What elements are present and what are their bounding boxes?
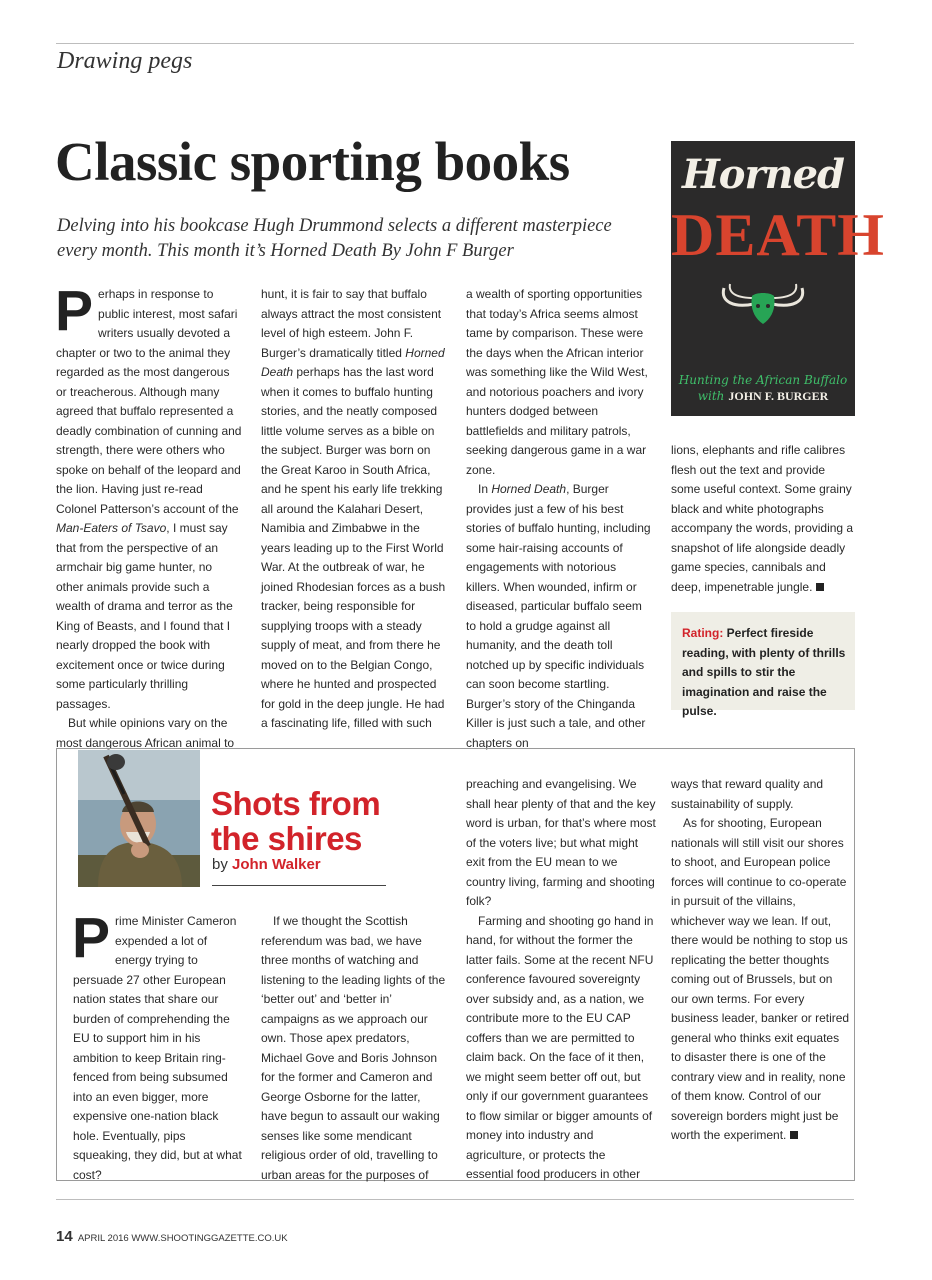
article-column-4: lions, elephants and rifle calibres flesh out the text and provide some useful context. Some grainy black and white photographs accompany the words, providing a snapshot of life alongside deadly game species, cannibals and deep, impenetrable jungle.	[671, 443, 854, 594]
article-headline: Classic sporting books	[55, 131, 570, 192]
column-author: John Walker	[232, 856, 321, 873]
byline-rule	[212, 885, 386, 886]
author-photo	[78, 750, 200, 887]
end-mark-icon	[816, 583, 824, 591]
article-standfirst: Delving into his bookcase Hugh Drummond selects a different masterpiece every month. This month it’s Horned Death By John F Burger	[57, 216, 612, 261]
section-title: Drawing pegs	[57, 48, 193, 74]
column-text-4: ways that reward quality and sustainability of supply. As for shooting, European nationals will still visit our shores to shoot, and European police forces will continue to co-operate in pursuit of the villains, whichever way we lean. If out, there would be nothing to stop us replicating the better thoughts coming out of Brussels, but on our own terms. For every business leader, banker or retired general who thinks exit equates to disaster there is one of the contrary view and in reality, none of them know. Control of our sovereign borders might just be worth the experiment.	[671, 777, 850, 1142]
page-footer: 14 APRIL 2016 WWW.SHOOTINGGAZETTE.CO.UK	[56, 1228, 288, 1245]
article-column-3: a wealth of sporting opportunities that today’s Africa seems almost tame by comparison. These were the days when the African interior was something like the Wild West, and notorious poachers and ivory hunters dodged between battlefields and military patrols, seeking dangerous game in a war zone. In Horned Death, Burger provides just a few of his best stories of buffalo hunting, including some hair-raising accounts of engagements with notorious killers. When wounded, infirm or diseased, particular buffalo seem to hold a grudge against all humanity, and the death toll notched up by specific individuals can soon become startling. Burger’s story of the Chinganda Killer is just such a tale, and other chapters on	[466, 285, 652, 753]
article-paragraph-3: In Horned Death, Burger provides just a few of his best stories of buffalo hunting, including some hair-raising accounts of engagements with notorious killers. When wounded, infirm or diseased, particular buffalo seem to hold a grudge against all humanity, and the death toll notched up by specific individuals can soon become startling. Burger’s story of the Chinganda Killer is just such a tale, and other chapters on	[466, 482, 651, 750]
cover-title-death: DEATH	[671, 202, 885, 268]
rating-text: Perfect fireside reading, with plenty of thrills and spills to stir the imagination and raise the pulse.	[682, 626, 846, 718]
column-text-1: Prime Minister Cameron expended a lot of energy trying to persuade 27 other European nation states that share our burden of comprehending the EU to support him in his ambition to keep Britain ring-fenced from being subsumed into an even bigger, more expensive one-nation black hole. Eventually, pips squeaking, they did, but at what cost?	[72, 906, 242, 1182]
column-text-2: If we thought the Scottish referendum was bad, we have three months of watching and listening to the leading lights of the ‘better out’ and ‘better in’ campaigns as we approach our own. Those apex predators, Michael Gove and Boris Johnson for the former and Cameron and George Osborne for the latter, have begun to assault our waking senses like some mendicant religious order of old, travelling to urban areas for the purposes of	[261, 914, 446, 1182]
top-rule	[56, 43, 854, 44]
drop-cap: P	[72, 906, 111, 970]
page-number: 14	[56, 1228, 73, 1245]
article-column-1	[55, 279, 242, 753]
buffalo-skull-icon	[718, 274, 808, 344]
article-column-2: hunt, it is fair to say that buffalo always attract the most consistent level of high esteem. John F. Burger’s dramatically titled Horned Death perhaps has the last word when it comes to buffalo hunting stories, and the neatly composed little volume serves as a bible on the subject. Burger was born on the Great Karoo in South Africa, and he spent his early life trekking all around the Kalahari Desert, Namibia and Zimbabwe in the years leading up to the First World War. At the outbreak of war, he joined Rhodesian forces as a bush tracker, being responsible for supplying troops with a steady supply of meat, and from there he moved on to the Belgian Congo, where he hunted and prospected for gold in the deep jungle. He had a fascinating life, filled with such	[261, 287, 446, 730]
drop-cap: P	[55, 279, 94, 343]
shooter-photo-icon	[78, 750, 200, 887]
rating-box	[671, 612, 855, 718]
bottom-rule	[56, 1199, 854, 1200]
article-paragraph-1: Perhaps in response to public interest, most safari writers usually devoted a chapter or two to the animal they regarded as the most dangerous or treacherous. Although many agreed that buffalo represented a deadly combination of cunning and strength, there were others who spoke on behalf of the leopard and the lion. Having just re-read Colonel Patterson’s account of the Man-Eaters of Tsavo, I must say that from the perspective of an armchair big game hunter, no other animals provide such a wealth of drama and terror as the King of Beasts, and I found that I nearly dropped the book with excitement once or twice during some particularly thrilling passages.	[55, 279, 242, 711]
cover-author: with JOHN F. BURGER	[697, 389, 829, 403]
article-paragraph-2-start: But while opinions vary on the most dangerous African animal to	[56, 716, 235, 750]
cover-title-horned: Horned	[681, 151, 845, 198]
column-byline: by John Walker	[212, 856, 321, 873]
column-text-3: preaching and evangelising. We shall hear plenty of that and the key word is urban, for that’s where most of the voters live; but what might exit from the EU mean to we country living, farming and shooting folk? Farming and shooting go hand in hand, for without the former the latter fails. Some at the recent NFU conference favoured sovereignty over subsidy and, as a nation, we contribute more to the EU CAP coffers than we are permitted to claim back. On the face of it then, we might seem better off out, but only if our government guarantees to flow similar or bigger amounts of money into industry and agriculture, or protects the essential food producers in other	[466, 777, 656, 1181]
end-mark-icon	[790, 1131, 798, 1139]
book-cover-image	[671, 141, 885, 416]
rating-label: Rating:	[682, 626, 724, 640]
column-title: Shots from the shires	[211, 785, 381, 857]
cover-subtitle: Hunting the African Buffalo	[678, 373, 848, 387]
